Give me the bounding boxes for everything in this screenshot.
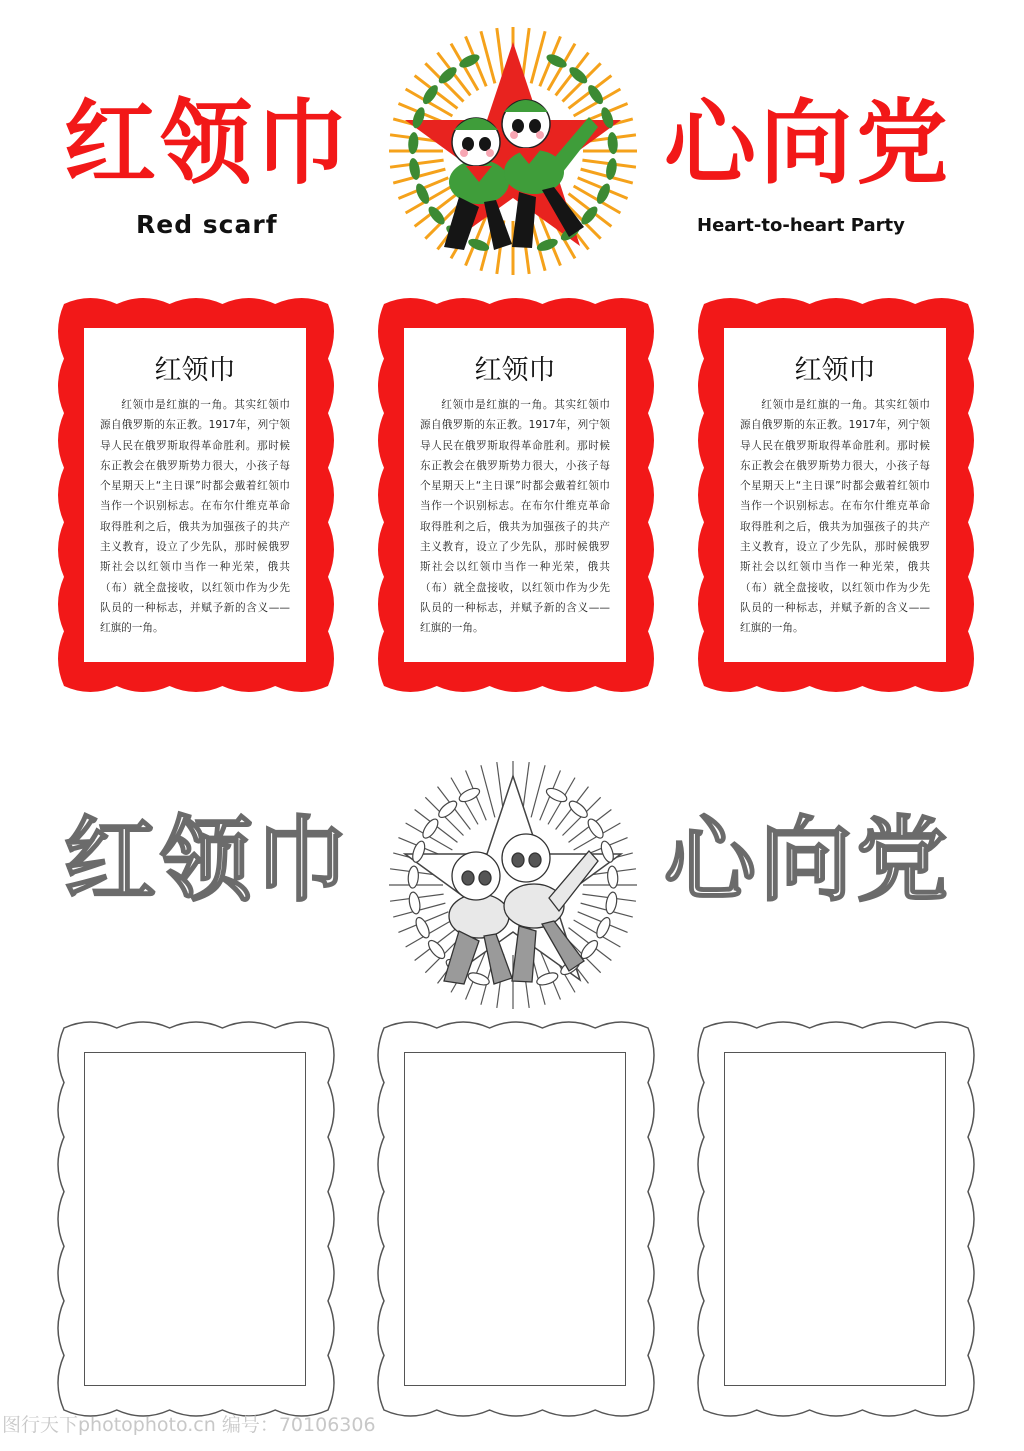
blank-panel-1: [84, 1052, 306, 1386]
text-panel-2: [404, 328, 626, 662]
text-panel-3: [724, 328, 946, 662]
laurel-leaf-icon: [467, 970, 491, 987]
laurel-leaf-icon: [604, 891, 618, 914]
watermark: 图行天下photophoto.cn 编号：70106306: [2, 1414, 376, 1436]
frame-3: [690, 290, 982, 700]
laurel-leaf-icon: [436, 798, 459, 820]
panel-title-3: 红领巾: [794, 355, 876, 386]
panel-body-1: 红领巾是红旗的一角。其实红领巾源自俄罗斯的东正教。1917年，列宁领导人民在俄罗斯取得革命胜利。那时候东正教会在俄罗斯势力很大，小孩子每个星期天上“主日课”时都会戴着红领巾当作一个识别标志。在布尔什维克革命取得胜利之后，俄共为加强孩子的共产主义教育，设立了少先队，那时候俄罗斯社会以红领巾当作一种光荣，俄共（布）就全盘接收，以红领巾作为少先队员的一种标志，并赋予新的含义——红旗的一角。: [100, 399, 290, 635]
outline-title-left: 红领巾: [64, 807, 353, 914]
subtitle-left: Red scarf: [136, 210, 278, 239]
blank-panel-3: [724, 1052, 946, 1386]
outline-title-right: 心向党: [664, 807, 953, 914]
laurel-leaf-icon: [567, 798, 590, 820]
panel-title-1: 红领巾: [154, 355, 236, 386]
panel-title-2: 红领巾: [474, 355, 556, 386]
outline-pioneer-emblem: [384, 756, 642, 1014]
pioneer-emblem: [384, 22, 642, 280]
frame-2: [370, 290, 662, 700]
emblem-ray: [531, 765, 545, 817]
text-panel-1: [84, 328, 306, 662]
title-left: 红领巾: [64, 90, 353, 197]
subtitle-right: Heart-to-heart Party: [697, 215, 905, 236]
outline-frame-3: [690, 1014, 982, 1424]
blank-panel-2: [404, 1052, 626, 1386]
emblem-ray: [481, 765, 495, 817]
outline-frame-1: [50, 1014, 342, 1424]
panel-body-3: 红领巾是红旗的一角。其实红领巾源自俄罗斯的东正教。1917年，列宁领导人民在俄罗斯取得革命胜利。那时候东正教会在俄罗斯势力很大，小孩子每个星期天上“主日课”时都会戴着红领巾当作一个识别标志。在布尔什维克革命取得胜利之后，俄共为加强孩子的共产主义教育，设立了少先队，那时候俄罗斯社会以红领巾当作一种光荣，俄共（布）就全盘接收，以红领巾作为少先队员的一种标志，并赋予新的含义——红旗的一角。: [740, 399, 930, 635]
outline-frame-2: [370, 1014, 662, 1424]
title-right: 心向党: [664, 90, 953, 197]
frame-1: [50, 290, 342, 700]
laurel-leaf-icon: [535, 970, 559, 987]
laurel-leaf-icon: [408, 891, 422, 914]
panel-body-2: 红领巾是红旗的一角。其实红领巾源自俄罗斯的东正教。1917年，列宁领导人民在俄罗斯取得革命胜利。那时候东正教会在俄罗斯势力很大，小孩子每个星期天上“主日课”时都会戴着红领巾当作一个识别标志。在布尔什维克革命取得胜利之后，俄共为加强孩子的共产主义教育，设立了少先队，那时候俄罗斯社会以红领巾当作一种光荣，俄共（布）就全盘接收，以红领巾作为少先队员的一种标志，并赋予新的含义——红旗的一角。: [420, 399, 610, 635]
